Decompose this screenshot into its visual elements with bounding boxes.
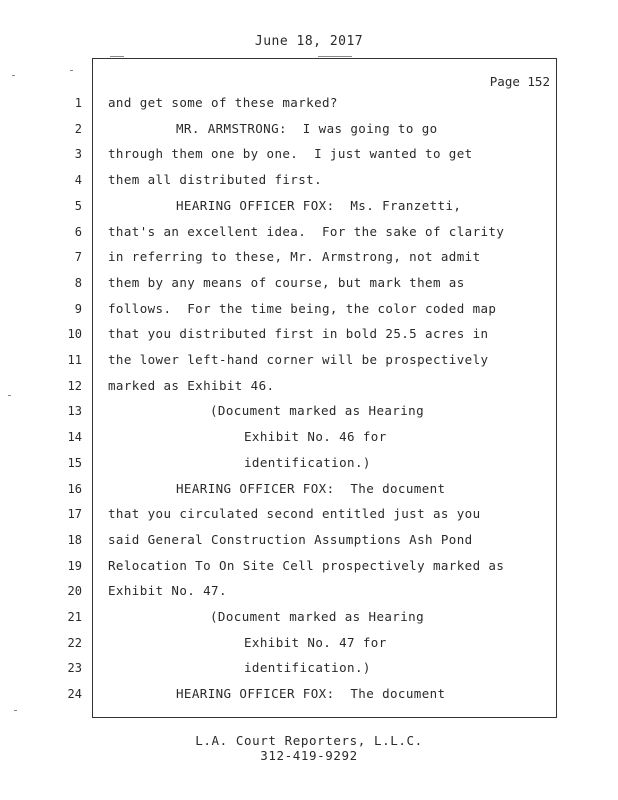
line-number: 21	[67, 610, 82, 624]
transcript-line-text: them by any means of course, but mark them as	[108, 274, 465, 290]
line-number: 1	[74, 96, 82, 110]
transcript-line-text: MR. ARMSTRONG: I was going to go	[176, 120, 438, 136]
line-number: 4	[74, 173, 82, 188]
transcript-line-text: follows. For the time being, the color coded map	[108, 300, 497, 316]
transcript-line-text: that's an excellent idea. For the sake of clarity	[108, 223, 505, 239]
scan-speck	[318, 56, 352, 57]
line-number: 5	[74, 198, 82, 213]
transcript-line-text: Exhibit No. 47 for	[244, 634, 387, 650]
scan-speck	[70, 70, 73, 71]
footer-phone: 312-419-9292	[260, 748, 358, 763]
line-number: 16	[67, 481, 82, 496]
header-date: June 18, 2017	[254, 34, 364, 49]
transcript-line-text: in referring to these, Mr. Armstrong, not admit	[108, 249, 481, 265]
transcript-line-text: said General Construction Assumptions Ash Pond	[108, 531, 473, 547]
transcript-line-text: and get some of these marked?	[108, 95, 338, 110]
transcript-line-text: Relocation To On Site Cell prospectively marked as	[108, 557, 505, 573]
line-number: 6	[74, 224, 82, 239]
transcript-line-text: (Document marked as Hearing	[210, 609, 424, 624]
line-number: 24	[67, 687, 82, 702]
line-number: 11	[67, 353, 82, 367]
transcript-line-text: HEARING OFFICER FOX: Ms. Franzetti,	[176, 197, 462, 213]
transcript-line-text: identification.)	[244, 454, 371, 470]
transcript-line-text: them all distributed first.	[108, 172, 322, 188]
scan-speck	[14, 710, 17, 711]
line-number: 9	[74, 301, 82, 316]
footer-company: L.A. Court Reporters, L.L.C.	[195, 733, 423, 748]
transcript-line-text: that you distributed first in bold 25.5 acres in	[108, 326, 489, 342]
line-number: 17	[67, 507, 82, 522]
page-number: Page 152	[489, 74, 550, 89]
line-number: 15	[67, 455, 82, 470]
line-number: 8	[74, 275, 82, 290]
transcript-line-text: Exhibit No. 47.	[108, 583, 227, 599]
transcript-line-text: that you circulated second entitled just as you	[108, 506, 481, 522]
scan-speck	[12, 75, 15, 76]
line-number: 23	[67, 661, 82, 676]
line-number: 2	[74, 121, 82, 136]
line-number: 3	[74, 147, 82, 162]
transcript-line-text: (Document marked as Hearing	[210, 403, 424, 419]
line-number: 19	[67, 558, 82, 573]
transcript-line-text: Exhibit No. 46 for	[244, 429, 387, 445]
line-number: 18	[67, 532, 82, 547]
scan-speck	[8, 395, 11, 396]
transcript-line-text: identification.)	[244, 660, 371, 676]
transcript-line-text: the lower left-hand corner will be prospectively	[108, 352, 489, 367]
line-number: 10	[67, 327, 82, 342]
transcript-line-text: marked as Exhibit 46.	[108, 377, 275, 393]
line-number: 13	[67, 404, 82, 419]
line-number: 7	[74, 250, 82, 265]
transcript-line-text: through them one by one. I just wanted to get	[108, 146, 473, 162]
scan-speck	[110, 56, 124, 57]
transcript-line-text: HEARING OFFICER FOX: The document	[176, 480, 446, 496]
line-number: 14	[67, 430, 82, 445]
transcript-line-text: HEARING OFFICER FOX: The document	[176, 686, 446, 702]
line-number: 20	[67, 584, 82, 599]
line-number: 22	[67, 635, 82, 650]
line-number: 12	[67, 378, 82, 393]
